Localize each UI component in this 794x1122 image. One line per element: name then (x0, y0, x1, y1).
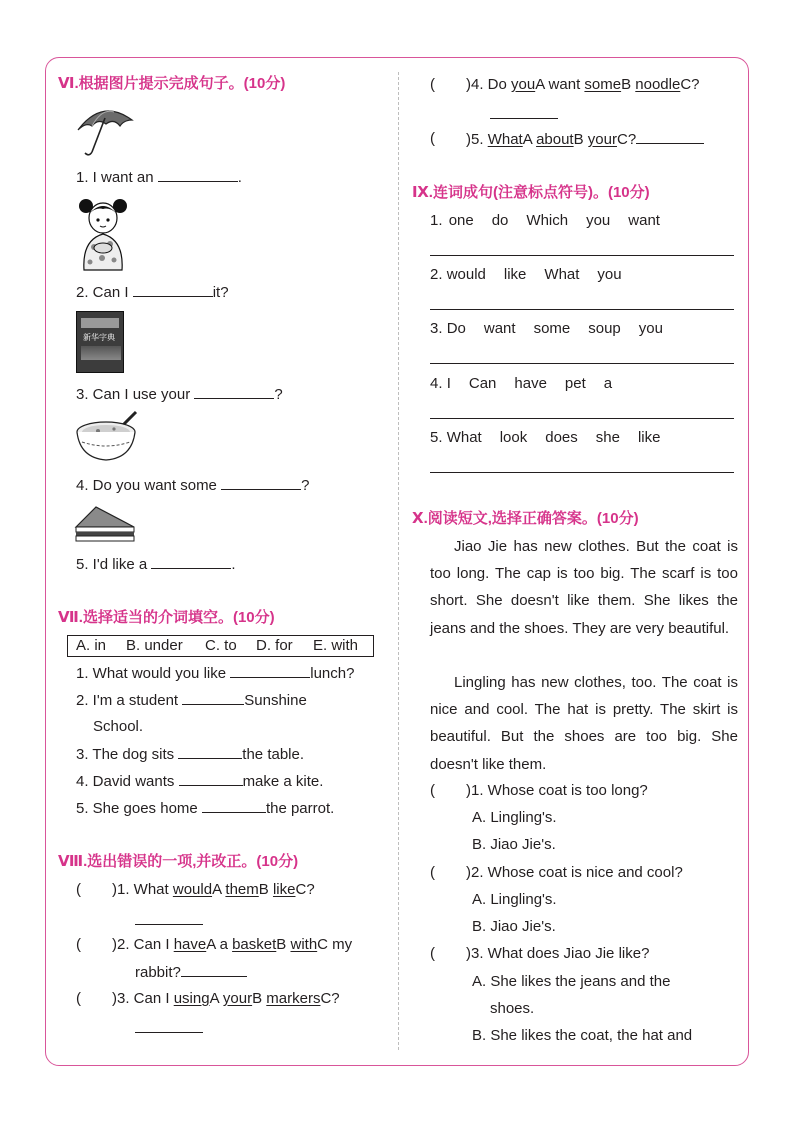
s9-item-5: 5. What look does she like (430, 429, 661, 446)
s7-option-a: A. in (76, 637, 107, 654)
dictionary-icon: 新华字典 (76, 311, 124, 373)
s7-option-b: B. under (126, 637, 183, 654)
s6-item-5: 5. I'd like a . (76, 556, 236, 573)
s7-option-c: C. to (205, 637, 237, 654)
s8-answer-line-1[interactable] (135, 924, 203, 925)
column-divider (398, 72, 399, 1050)
s10-q1-option-a[interactable]: A. Lingling's. (472, 809, 557, 826)
s6-blank-5[interactable] (151, 554, 231, 569)
s10-paren-3: ( (430, 945, 435, 962)
s8-answer-line-4[interactable] (490, 118, 558, 119)
s10-q3-option-a-cont: shoes. (490, 1000, 535, 1017)
s9-item-1: 1. one do Which you want (430, 212, 660, 229)
s10-q1-option-b[interactable]: B. Jiao Jie's. (472, 836, 556, 853)
s8-answer-line-3[interactable] (135, 1032, 203, 1033)
girl-icon (74, 192, 134, 272)
s8-item-3: )3. Can I usingA yourB markersC? (112, 990, 340, 1007)
section-9-title: Ⅸ.连词成句(注意标点符号)。(10分) (412, 184, 650, 201)
reading-paragraph-2: Lingling has new clothes, too. The coat is nice and cool. The hat is pretty. The skirt is beautiful. But the shoes are too big. She doesn't like them. (430, 674, 738, 773)
s7-item-3: 3. The dog sits the table. (76, 746, 305, 763)
s10-paren-2: ( (430, 864, 435, 881)
s6-item-4: 4. Do you want some ? (76, 477, 310, 494)
section-7-title: Ⅶ.选择适当的介词填空。(10分) (58, 609, 275, 626)
s10-q3-option-b[interactable]: B. She likes the coat, the hat and (472, 1027, 693, 1044)
s10-question-3: )3. What does Jiao Jie like? (466, 945, 650, 962)
s9-answer-line-3[interactable] (430, 363, 734, 364)
s7-item-5: 5. She goes home the parrot. (76, 800, 335, 817)
s9-answer-line-1[interactable] (430, 255, 734, 256)
s7-blank-4[interactable] (179, 771, 243, 786)
s8-paren-1: ( (76, 881, 81, 898)
s10-q2-option-b[interactable]: B. Jiao Jie's. (472, 918, 556, 935)
s7-blank-2[interactable] (182, 690, 244, 705)
s8-paren-5: ( (430, 130, 435, 147)
umbrella-icon (74, 104, 136, 158)
soup-bowl-icon (74, 410, 140, 466)
s8-item-2: )2. Can I haveA a basketB withC my (112, 936, 353, 953)
reading-paragraph-1: Jiao Jie has new clothes. But the coat is too long. The cap is too big. The scarf is too short. She doesn't like them. She likes the jeans and the shoes. They are very beautiful. (430, 538, 738, 637)
s6-item-2: 2. Can I it? (76, 284, 229, 301)
s10-paren-1: ( (430, 782, 435, 799)
s8-paren-2: ( (76, 936, 81, 953)
s6-blank-1[interactable] (158, 167, 238, 182)
s8-item-4: )4. Do youA want someB noodleC? (466, 76, 700, 93)
s7-blank-3[interactable] (178, 744, 242, 759)
s7-blank-5[interactable] (202, 798, 266, 813)
s9-answer-line-4[interactable] (430, 418, 734, 419)
s8-item-5: )5. WhatA aboutB yourC? (466, 129, 704, 150)
s10-q2-option-a[interactable]: A. Lingling's. (472, 891, 557, 908)
s7-option-e: E. with (313, 637, 359, 654)
s9-answer-line-5[interactable] (430, 472, 734, 473)
s6-blank-3[interactable] (194, 384, 274, 399)
s7-item-2: 2. I'm a student Sunshine (76, 692, 307, 709)
s10-question-2: )2. Whose coat is nice and cool? (466, 864, 683, 881)
s9-item-3: 3. Do want some soup you (430, 320, 663, 337)
s7-item-1: 1. What would you like lunch? (76, 665, 355, 682)
s10-question-1: )1. Whose coat is too long? (466, 782, 648, 799)
s8-item-1: )1. What wouldA themB likeC? (112, 881, 315, 898)
s9-answer-line-2[interactable] (430, 309, 734, 310)
s8-answer-line-5[interactable] (636, 129, 704, 144)
s8-paren-4: ( (430, 76, 435, 93)
s6-blank-4[interactable] (221, 475, 301, 490)
section-6-title: Ⅵ.根据图片提示完成句子。(10分) (58, 75, 286, 92)
s7-item-2-cont: School. (93, 718, 144, 735)
s7-option-d: D. for (256, 637, 293, 654)
s8-answer-line-2[interactable] (181, 962, 247, 977)
s8-item-2-cont: rabbit? (135, 962, 247, 983)
s7-blank-1[interactable] (230, 663, 310, 678)
s6-item-3: 3. Can I use your ? (76, 386, 283, 403)
sandwich-icon (74, 503, 136, 543)
s6-blank-2[interactable] (133, 282, 213, 297)
section-8-title: Ⅷ.选出错误的一项,并改正。(10分) (58, 853, 299, 870)
s8-paren-3: ( (76, 990, 81, 1007)
s6-item-1: 1. I want an . (76, 169, 242, 186)
s10-q3-option-a[interactable]: A. She likes the jeans and the (472, 973, 671, 990)
s9-item-2: 2. would like What you (430, 266, 622, 283)
section-10-title: Ⅹ.阅读短文,选择正确答案。(10分) (412, 510, 639, 527)
s7-item-4: 4. David wants make a kite. (76, 773, 324, 790)
s9-item-4: 4. I Can have pet a (430, 375, 613, 392)
